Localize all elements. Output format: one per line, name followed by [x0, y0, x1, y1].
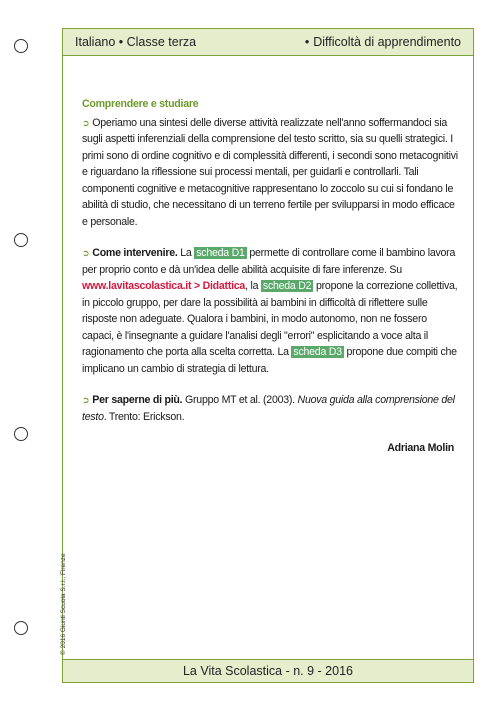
book-title: Nuova guida alla comprensione del testo: [82, 394, 455, 423]
binder-hole-4: [14, 621, 28, 635]
arrow-bullet-icon: ➲: [82, 395, 90, 405]
section-title: Comprendere e studiare: [82, 98, 199, 110]
paragraph-reference: ➲ Per saperne di più. Gruppo MT et al. (2003). Nuova guida alla comprensione del testo. Trento: Erickson.: [82, 394, 455, 423]
binder-hole-1: [14, 39, 28, 53]
intervention-lead: Come intervenire.: [92, 247, 178, 259]
header-bullet: •: [304, 35, 310, 49]
header-subject: Italiano • Classe terza: [75, 35, 197, 49]
scheda-d1-link[interactable]: scheda D1: [196, 247, 245, 259]
author-name: Adriana Molin: [387, 442, 454, 454]
footer-issue: La Vita Scolastica - n. 9 - 2016: [182, 664, 353, 678]
intro-text: Operiamo una sintesi delle diverse attività realizzate nell'anno soffermandoci sia sugli aspetti inferenziali della comprensione del testo scritto, sia su quelli strategici. I primi sono di ordine cognitivo e di complessità differenti, i secondi sono metacognitivi e riguardano la riflessione sui processi mentali, per guidarli e controllarli. Tali componenti cognitive e metacognitive rappresentano lo zoccolo su cui si fondano le abilità di studio, che necessitano di un terreno fertile per svilupparsi in modo efficace e personale.: [82, 116, 458, 228]
scheda-d2-link[interactable]: scheda D2: [262, 280, 312, 292]
copyright-note: © 2016 Giunti Scuola S.r.l., Firenze: [60, 553, 67, 655]
website-link[interactable]: www.lavitascolastica.it > Didattica: [82, 280, 246, 292]
scheda-d3-link[interactable]: scheda D3: [293, 346, 342, 358]
binder-hole-2: [14, 233, 28, 247]
paragraph-intro: [82, 115, 458, 231]
paragraph-intervention: ➲ Come intervenire. La scheda D1 permette di controllare come il bambino lavora per proprio conto e dà un'idea delle abilità acquisite di fare inferenze. Su www.lavitascolastica.it > Didattica, la scheda D2 propone la correzione collettiva, in piccolo gruppo, per dare la possibilità ai bambini in difficoltà di riflettere sulle risposte non adeguate. Qualora i bambini, in modo autonomo, non ne fossero capaci, è l'insegnante a guidare l'analisi degli "errori" esplicitando a voce alta il ragionamento che porta alla scelta corretta. La scheda D3 propone due compiti che implicano un cambio di strategia di lettura.: [82, 247, 458, 375]
reference-lead: Per saperne di più.: [92, 394, 183, 406]
page-footer: [62, 659, 474, 683]
article-body: [82, 96, 458, 457]
header-topic: Difficoltà di apprendimento: [313, 35, 461, 49]
arrow-bullet-icon: ➲: [82, 117, 90, 128]
page-header: [62, 28, 474, 56]
arrow-bullet-icon: ➲: [82, 248, 90, 258]
binder-hole-3: [14, 427, 28, 441]
